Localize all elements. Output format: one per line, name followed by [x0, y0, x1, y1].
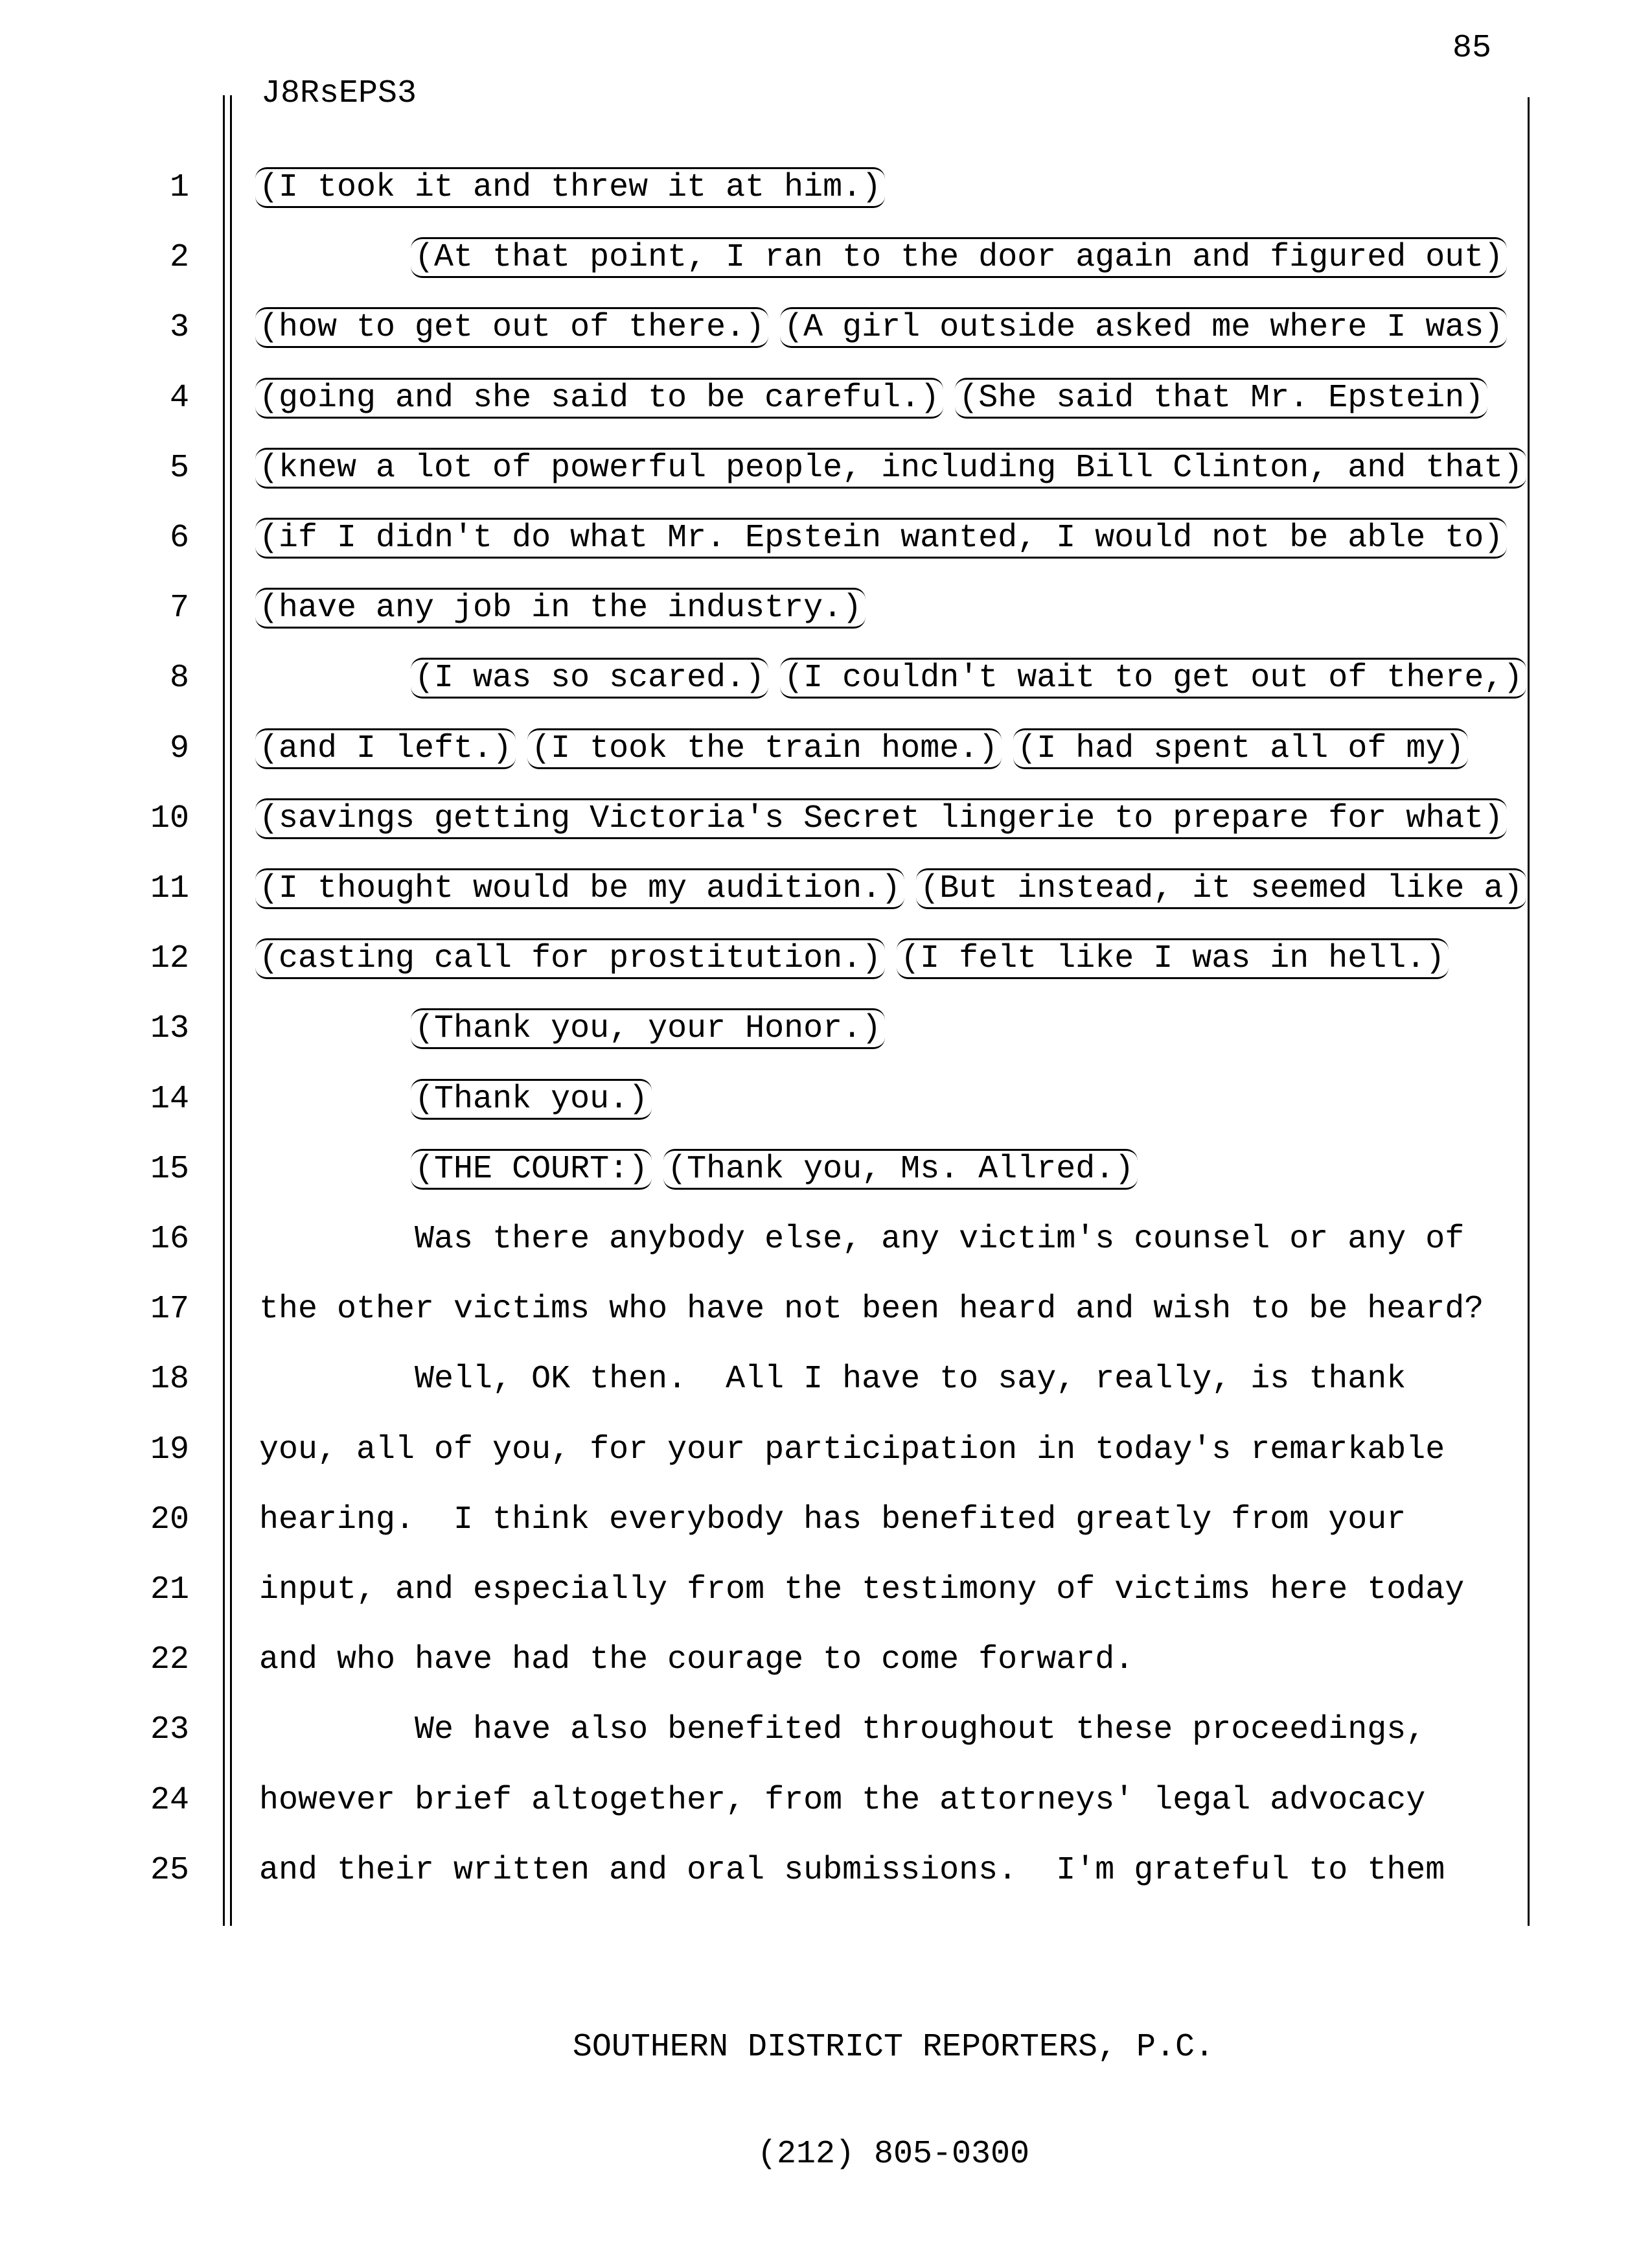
line-text — [259, 940, 1445, 978]
line-text — [259, 870, 1523, 907]
sealed-text-segment: (going and she said to be careful.) — [255, 378, 943, 419]
line-text: the other victims who have not been heard and wish to be heard? — [259, 1291, 1484, 1328]
line-text — [259, 522, 1503, 555]
line-text — [259, 730, 1465, 767]
transcript-header-id: J8RsEPS3 — [261, 75, 417, 112]
sealed-text-segment: (I couldn't wait to get out of there,) — [780, 658, 1526, 699]
line-text — [259, 309, 1504, 347]
sealed-text-segment: (I was so scared.) — [411, 658, 768, 699]
sealed-text-segment: (Thank you, your Honor.) — [411, 1008, 885, 1049]
sealed-text-segment: (But instead, it seemed like a) — [916, 868, 1526, 909]
line-text — [259, 169, 882, 206]
page-footer — [259, 1958, 1528, 2243]
sealed-text-segment: (She said that Mr. Epstein) — [955, 378, 1487, 419]
line-text — [259, 1150, 1134, 1188]
sealed-text-segment: (I had spent all of my) — [1013, 728, 1468, 769]
sealed-text-segment: (Thank you, Ms. Allred.) — [663, 1149, 1138, 1190]
sealed-text-segment: (and I left.) — [255, 728, 516, 769]
sealed-text-segment: (THE COURT:) — [411, 1149, 652, 1190]
line-number: 1 — [169, 169, 189, 206]
sealed-text-segment: (have any job in the industry.) — [255, 588, 866, 629]
sealed-text-segment: (I thought would be my audition.) — [255, 868, 904, 909]
sealed-text-segment: (savings getting Victoria's Secret lingerie to prepare for what) — [255, 798, 1507, 839]
line-number: 19 — [150, 1431, 189, 1468]
line-number: 2 — [169, 239, 189, 277]
line-number: 14 — [150, 1080, 189, 1118]
line-text: you, all of you, for your participation in today's remarkable — [259, 1431, 1445, 1468]
line-number: 6 — [169, 520, 189, 557]
line-number: 10 — [150, 800, 189, 837]
line-text — [259, 1010, 882, 1048]
page-number: 85 — [1452, 30, 1492, 67]
line-number: 7 — [169, 590, 189, 627]
line-number: 8 — [169, 660, 189, 697]
line-number: 20 — [150, 1501, 189, 1538]
line-number: 17 — [150, 1291, 189, 1328]
line-text: and their written and oral submissions. I'm grateful to them — [259, 1851, 1445, 1889]
line-number: 22 — [150, 1641, 189, 1679]
line-text — [259, 379, 1484, 417]
line-number: 9 — [169, 730, 189, 767]
line-text: Well, OK then. All I have to say, really, is thank — [415, 1361, 1406, 1398]
line-text: We have also benefited throughout these proceedings, — [415, 1711, 1426, 1749]
line-text — [259, 239, 1504, 277]
sealed-text-segment: (how to get out of there.) — [255, 307, 768, 348]
line-text — [259, 800, 1504, 837]
line-text: and who have had the courage to come forward. — [259, 1641, 1134, 1679]
line-text — [259, 592, 862, 625]
line-text — [259, 1080, 648, 1118]
sealed-text-segment: (knew a lot of powerful people, including Bill Clinton, and that) — [255, 448, 1526, 489]
line-number: 4 — [169, 379, 189, 417]
line-text — [259, 449, 1523, 487]
line-text: hearing. I think everybody has benefited greatly from your — [259, 1501, 1406, 1538]
sealed-text-segment: (Thank you.) — [411, 1079, 652, 1120]
sealed-text-segment: (casting call for prostitution.) — [255, 938, 885, 979]
line-number: 13 — [150, 1010, 189, 1048]
line-text — [259, 662, 1522, 695]
line-text: input, and especially from the testimony of victims here today — [259, 1571, 1465, 1608]
line-number: 16 — [150, 1221, 189, 1258]
line-text: Was there anybody else, any victim's counsel or any of — [415, 1221, 1465, 1258]
line-number: 5 — [169, 449, 189, 487]
line-number: 12 — [150, 940, 189, 978]
sealed-text-segment: (if I didn't do what Mr. Epstein wanted, I would not be able to) — [255, 518, 1507, 559]
sealed-text-segment: (I took the train home.) — [527, 728, 1002, 769]
line-number: 18 — [150, 1361, 189, 1398]
reporter-phone: (212) 805-0300 — [757, 2136, 1030, 2173]
sealed-text-segment: (At that point, I ran to the door again and figured out) — [411, 237, 1507, 278]
sealed-text-segment: (I felt like I was in hell.) — [897, 938, 1449, 979]
reporter-name: SOUTHERN DISTRICT REPORTERS, P.C. — [572, 2029, 1215, 2066]
line-number: 24 — [150, 1781, 189, 1819]
sealed-text-segment: (A girl outside asked me where I was) — [780, 307, 1507, 348]
line-number: 11 — [150, 870, 189, 907]
sealed-text-segment: (I took it and threw it at him.) — [255, 167, 885, 208]
line-text: however brief altogether, from the attorneys' legal advocacy — [259, 1781, 1426, 1819]
line-number: 25 — [150, 1851, 189, 1889]
line-number: 23 — [150, 1711, 189, 1749]
line-number: 21 — [150, 1571, 189, 1608]
line-number: 15 — [150, 1150, 189, 1188]
line-number: 3 — [169, 309, 189, 347]
